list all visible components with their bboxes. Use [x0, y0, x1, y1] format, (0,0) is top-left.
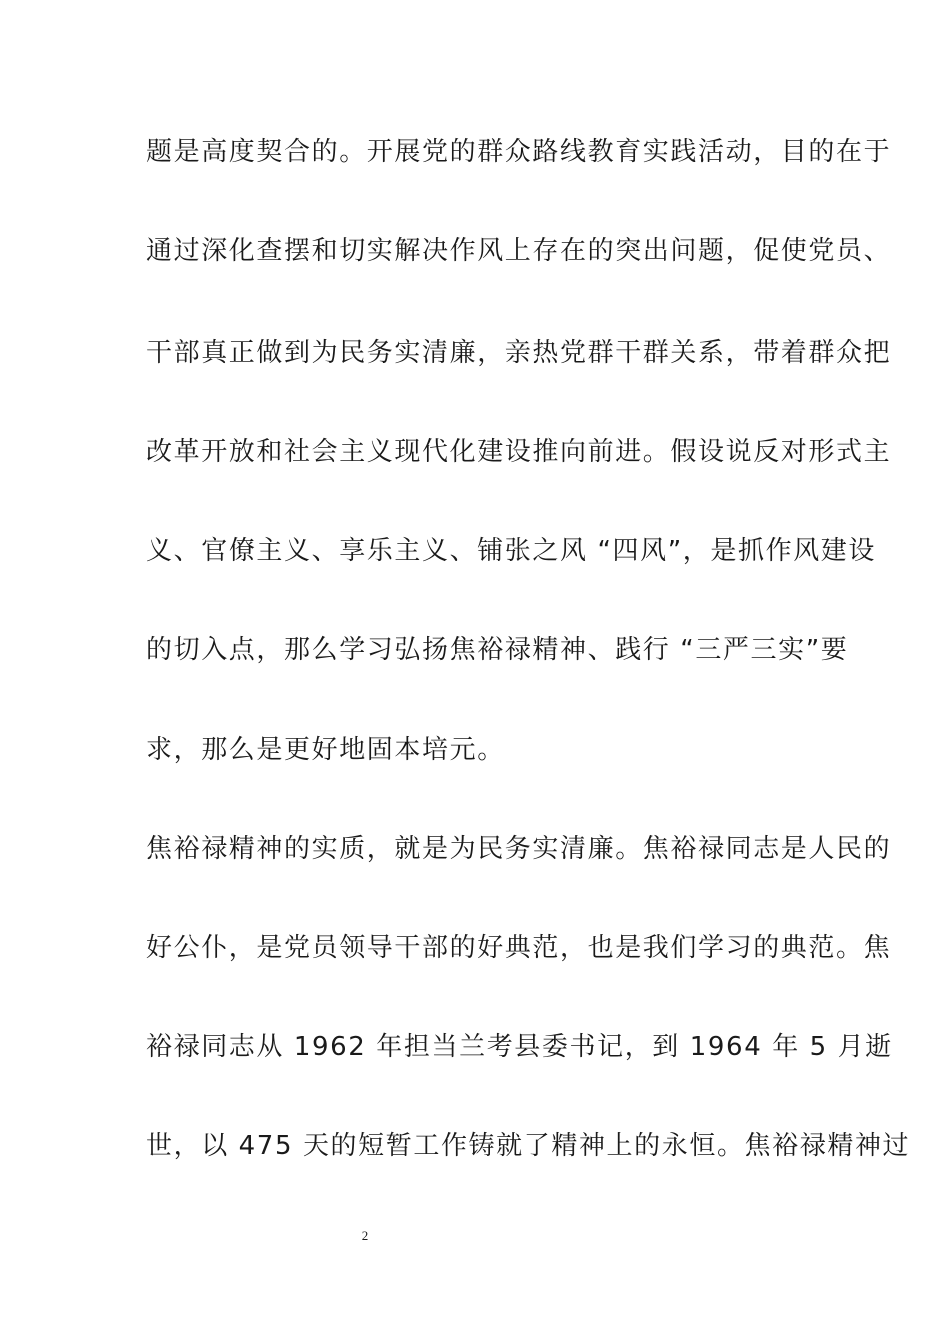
text-line: 求，那么是更好地固本培元。	[146, 735, 505, 765]
page-number: 2	[361, 1228, 369, 1243]
text-line: 通过深化查摆和切实解决作风上存在的突出问题，促使党员、	[146, 236, 892, 266]
text-line: 世，以 475 天的短暂工作铸就了精神上的永恒。焦裕禄精神过	[146, 1131, 911, 1161]
text-line: 题是高度契合的。开展党的群众路线教育实践活动，目的在于	[146, 137, 892, 167]
text-line: 好公仆，是党员领导干部的好典范，也是我们学习的典范。焦	[146, 933, 892, 963]
text-line: 裕禄同志从 1962 年担当兰考县委书记，到 1964 年 5 月逝	[146, 1032, 893, 1062]
text-line: 义、官僚主义、享乐主义、铺张之风 “四风”，是抓作风建设	[146, 536, 877, 566]
text-line: 焦裕禄精神的实质，就是为民务实清廉。焦裕禄同志是人民的	[146, 834, 892, 864]
text-line: 的切入点，那么学习弘扬焦裕禄精神、践行 “三严三实”要	[146, 635, 849, 665]
text-line: 改革开放和社会主义现代化建设推向前进。假设说反对形式主	[146, 437, 892, 467]
text-line: 干部真正做到为民务实清廉，亲热党群干群关系，带着群众把	[146, 338, 892, 368]
